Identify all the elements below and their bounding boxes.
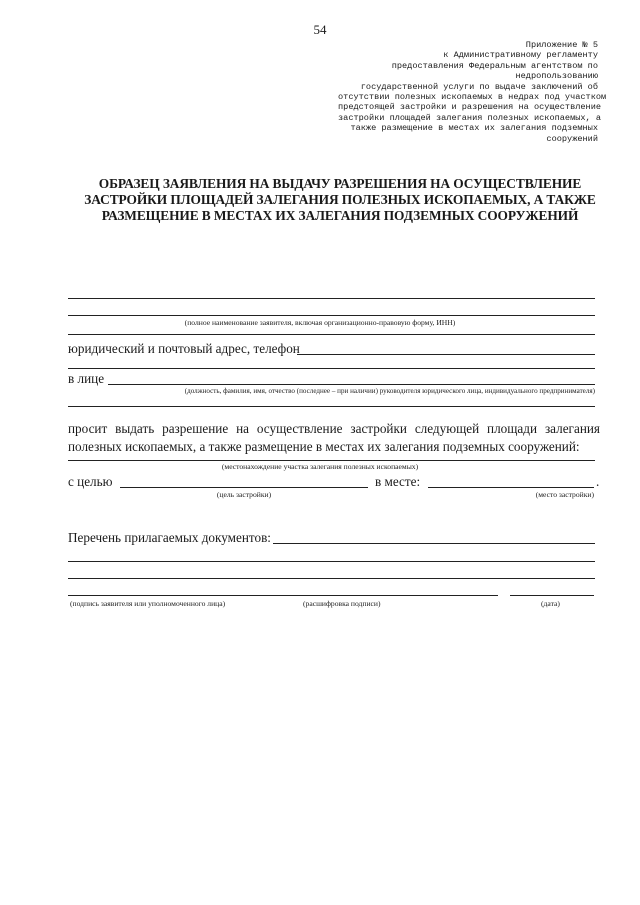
appendix-line: недропользованию [515,71,598,82]
person-label: в лице [68,371,105,386]
appendix-line: к Административному регламенту [443,50,598,61]
appendix-line: отсутствии полезных ископаемых в недрах под участком [338,92,607,103]
page-number: 54 [313,22,327,37]
person-field[interactable] [108,384,595,385]
purpose-caption: (цель застройки) [216,490,272,499]
location-field[interactable] [68,460,595,461]
person-caption: (должность, фамилия, имя, отчество (последнее – при наличии) руководителя юридического лица, индивидуального предпринимателя) [184,387,595,395]
appendix-line: предоставления Федеральным агентством по [391,60,598,71]
appendix-line: Приложение № 5 [525,40,598,50]
appendix-line: государственной услуги по выдаче заключений об [360,81,598,92]
documents-label: Перечень прилагаемых документов: [68,530,271,545]
place-label: в месте: [375,474,421,489]
title-line: ЗАСТРОЙКИ ПЛОЩАДЕЙ ЗАЛЕГАНИЯ ПОЛЕЗНЫХ ИСКОПАЕМЫХ, А ТАКЖЕ [84,192,596,207]
title-line: ОБРАЗЕЦ ЗАЯВЛЕНИЯ НА ВЫДАЧУ РАЗРЕШЕНИЯ НА ОСУЩЕСТВЛЕНИЕ [98,176,582,191]
place-end-period: . [596,474,600,489]
address-field[interactable] [297,354,595,355]
decode-caption: (расшифровка подписи) [303,599,381,608]
address-extra-line[interactable] [68,368,595,369]
date-caption: (дата) [541,599,560,608]
signature-caption: (подпись заявителя или уполномоченного лица) [70,599,226,608]
place-caption: (место застройки) [535,490,594,499]
applicant-name-line[interactable] [68,315,595,316]
location-caption: (местонахождение участка залегания полезных ископаемых) [221,462,419,471]
request-text: просит выдать разрешение на осуществление застройки следующей площади залегания [68,421,600,436]
document-title [60,176,620,224]
appendix-line: предстоящей застройки и разрешения на осуществление [338,102,602,113]
place-field[interactable] [428,487,594,488]
appendix-line: застройки площадей залегания полезных ископаемых, а [338,112,602,123]
documents-extra-line[interactable] [68,578,595,579]
applicant-caption: (полное наименование заявителя, включая организационно-правовую форму, ИНН) [184,318,456,327]
documents-field[interactable] [273,543,595,544]
applicant-extra-line[interactable] [68,334,595,335]
purpose-label: с целью [68,474,113,489]
purpose-field[interactable] [120,487,368,488]
appendix-line: также размещение в местах их залегания подземных [350,123,598,134]
documents-extra-line[interactable] [68,561,595,562]
request-text: полезных ископаемых, а также размещение в местах их залегания подземных сооружений: [68,439,580,454]
address-label: юридический и почтовый адрес, телефон [68,341,300,356]
applicant-name-line[interactable] [68,298,595,299]
appendix-header [338,40,607,144]
appendix-line: сооружений [546,133,598,144]
date-field[interactable] [510,595,594,596]
title-line: РАЗМЕЩЕНИЕ В МЕСТАХ ИХ ЗАЛЕГАНИЯ ПОДЗЕМНЫХ СООРУЖЕНИЙ [101,208,579,223]
signature-field[interactable] [68,595,498,596]
person-extra-line[interactable] [68,406,595,407]
